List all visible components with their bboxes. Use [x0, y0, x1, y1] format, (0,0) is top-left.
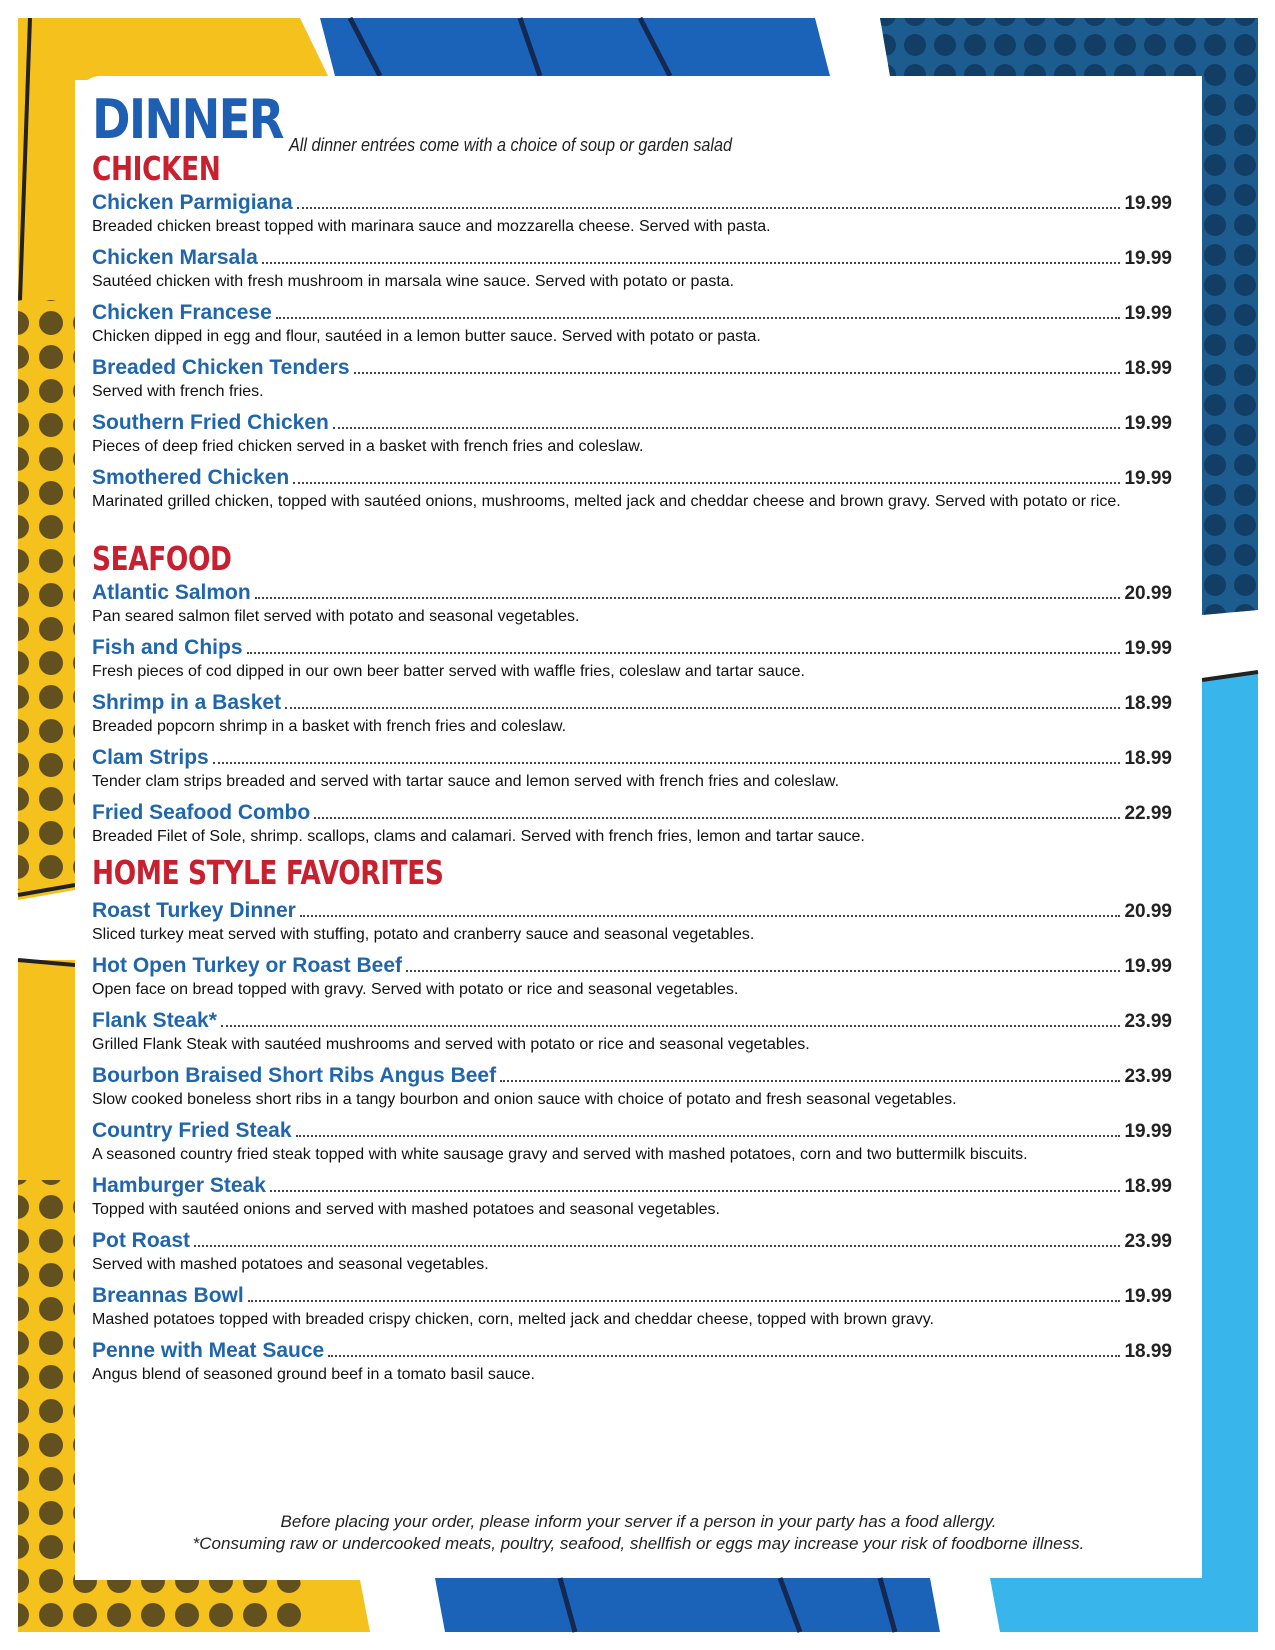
menu-item [92, 1336, 1172, 1391]
item-name: Country Fried Steak [92, 1119, 292, 1142]
item-description: Topped with sautéed onions and served with mashed potatoes and seasonal vegetables. [92, 1201, 720, 1218]
item-name: Flank Steak* [92, 1009, 217, 1032]
item-description: Chicken dipped in egg and flour, sautéed in a lemon butter sauce. Served with potato or pasta. [92, 328, 761, 345]
item-name: Penne with Meat Sauce [92, 1339, 325, 1362]
item-price: 19.99 [1124, 413, 1172, 434]
item-name: Shrimp in a Basket [92, 691, 282, 714]
menu-item [92, 1116, 1172, 1171]
item-name: Roast Turkey Dinner [92, 899, 296, 922]
item-name: Fish and Chips [92, 636, 243, 659]
item-description: Breaded chicken breast topped with marinara sauce and mozzarella cheese. Served with pasta. [92, 218, 771, 235]
leader-dots [255, 595, 1121, 599]
menu-item [92, 743, 1172, 798]
leader-dots [500, 1078, 1120, 1082]
item-price: 19.99 [1124, 1286, 1172, 1307]
item-description: Tender clam strips breaded and served with tartar sauce and lemon served with french fries and coleslaw. [92, 773, 840, 790]
item-price: 19.99 [1124, 1121, 1172, 1142]
leader-dots [296, 1133, 1121, 1137]
item-price: 23.99 [1124, 1066, 1172, 1087]
leader-dots [262, 260, 1121, 264]
item-description: Open face on bread topped with gravy. Served with potato or rice and seasonal vegetables. [92, 981, 739, 998]
leader-dots [328, 1353, 1120, 1357]
menu-item [92, 353, 1172, 408]
section-home-style-favorites [92, 854, 1172, 1391]
leader-dots [406, 968, 1120, 972]
item-description: Served with mashed potatoes and seasonal vegetables. [92, 1256, 489, 1273]
leader-dots [270, 1188, 1121, 1192]
item-name: Hot Open Turkey or Roast Beef [92, 954, 402, 977]
item-price: 18.99 [1124, 1176, 1172, 1197]
leader-dots [221, 1023, 1121, 1027]
leader-dots [285, 705, 1120, 709]
allergy-note: Before placing your order, please inform your server if a person in your party has a food allergy. [280, 1512, 997, 1531]
item-description: Slow cooked boneless short ribs in a tangy bourbon and onion sauce with choice of potato and fresh seasonal vegetables. [92, 1091, 957, 1108]
item-price: 19.99 [1124, 638, 1172, 659]
item-name: Hamburger Steak [92, 1174, 266, 1197]
menu-item [92, 243, 1172, 298]
menu-item [92, 578, 1172, 633]
menu-item [92, 1061, 1172, 1116]
item-description: Grilled Flank Steak with sautéed mushrooms and served with potato or rice and seasonal vegetables. [92, 1036, 810, 1053]
menu-item [92, 298, 1172, 353]
menu-title: DINNER [92, 88, 283, 151]
leader-dots [213, 760, 1121, 764]
menu-item [92, 463, 1172, 518]
item-price: 23.99 [1124, 1011, 1172, 1032]
item-price: 19.99 [1124, 303, 1172, 324]
section-heading: HOME STYLE FAVORITES [92, 853, 444, 892]
leader-dots [300, 913, 1121, 917]
item-price: 19.99 [1124, 468, 1172, 489]
leader-dots [248, 1298, 1121, 1302]
item-price: 19.99 [1124, 248, 1172, 269]
menu-card [75, 76, 1202, 1576]
item-price: 22.99 [1124, 803, 1172, 824]
raw-food-warning: *Consuming raw or undercooked meats, poultry, seafood, shellfish or eggs may increase your risk of foodborne illness. [192, 1534, 1085, 1553]
menu-item [92, 1006, 1172, 1061]
section-heading: SEAFOOD [92, 539, 232, 578]
menu-item [92, 188, 1172, 243]
item-price: 18.99 [1124, 358, 1172, 379]
item-name: Chicken Francese [92, 301, 272, 324]
item-description: Angus blend of seasoned ground beef in a tomato basil sauce. [92, 1366, 535, 1383]
item-description: Served with french fries. [92, 383, 264, 400]
menu-item [92, 896, 1172, 951]
leader-dots [194, 1243, 1120, 1247]
item-price: 20.99 [1124, 583, 1172, 604]
item-description: A seasoned country fried steak topped with white sausage gravy and served with mashed potatoes, corn and two buttermilk biscuits. [92, 1146, 1028, 1163]
menu-item [92, 633, 1172, 688]
item-name: Chicken Marsala [92, 246, 258, 269]
leader-dots [314, 815, 1120, 819]
menu-item [92, 951, 1172, 1006]
menu-item [92, 688, 1172, 743]
leader-dots [276, 315, 1121, 319]
item-price: 20.99 [1124, 901, 1172, 922]
leader-dots [297, 205, 1121, 209]
item-name: Chicken Parmigiana [92, 191, 293, 214]
item-price: 19.99 [1124, 193, 1172, 214]
leader-dots [354, 370, 1121, 374]
item-description: Fresh pieces of cod dipped in our own beer batter served with waffle fries, coleslaw and tartar sauce. [92, 663, 805, 680]
item-description: Sautéed chicken with fresh mushroom in marsala wine sauce. Served with potato or pasta. [92, 273, 735, 290]
item-name: Atlantic Salmon [92, 581, 251, 604]
item-name: Smothered Chicken [92, 466, 290, 489]
item-name: Fried Seafood Combo [92, 801, 311, 824]
menu-subtitle: All dinner entrées come with a choice of soup or garden salad [289, 135, 733, 155]
menu-item [92, 798, 1172, 853]
leader-dots [247, 650, 1121, 654]
item-description: Breaded Filet of Sole, shrimp. scallops, clams and calamari. Served with french fries, lemon and tartar sauce. [92, 828, 865, 845]
item-name: Pot Roast [92, 1229, 191, 1252]
item-description: Breaded popcorn shrimp in a basket with french fries and coleslaw. [92, 718, 567, 735]
menu-item [92, 408, 1172, 463]
menu-item [92, 1226, 1172, 1281]
item-description: Pan seared salmon filet served with potato and seasonal vegetables. [92, 608, 580, 625]
section-heading: CHICKEN [92, 149, 221, 188]
item-price: 18.99 [1124, 693, 1172, 714]
section-chicken [92, 150, 1172, 518]
item-price: 18.99 [1124, 748, 1172, 769]
item-description: Marinated grilled chicken, topped with sautéed onions, mushrooms, melted jack and cheddar cheese and brown gravy. Served with potato or rice. [92, 493, 1121, 510]
item-description: Sliced turkey meat served with stuffing, potato and cranberry sauce and seasonal vegetables. [92, 926, 755, 943]
item-price: 18.99 [1124, 1341, 1172, 1362]
item-name: Breannas Bowl [92, 1284, 244, 1307]
item-name: Bourbon Braised Short Ribs Angus Beef [92, 1064, 497, 1087]
item-name: Southern Fried Chicken [92, 411, 329, 434]
item-description: Mashed potatoes topped with breaded crispy chicken, corn, melted jack and cheddar cheese, topped with brown gravy. [92, 1311, 934, 1328]
item-price: 19.99 [1124, 956, 1172, 977]
menu-item [92, 1171, 1172, 1226]
item-name: Clam Strips [92, 746, 209, 769]
section-seafood [92, 540, 1172, 853]
item-description: Pieces of deep fried chicken served in a basket with french fries and coleslaw. [92, 438, 644, 455]
item-price: 23.99 [1124, 1231, 1172, 1252]
item-name: Breaded Chicken Tenders [92, 356, 350, 379]
menu-item [92, 1281, 1172, 1336]
leader-dots [293, 480, 1120, 484]
leader-dots [333, 425, 1121, 429]
